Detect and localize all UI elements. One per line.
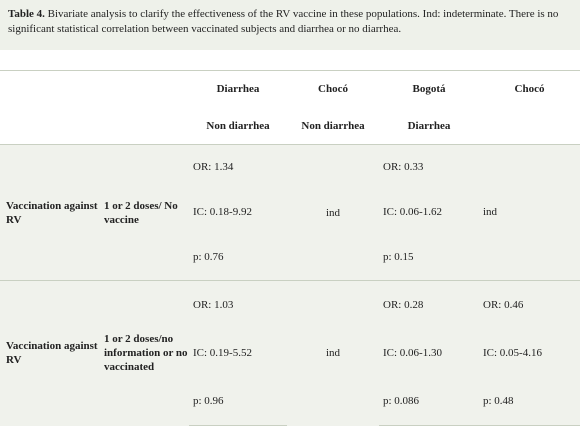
header-non-diarrhea: Non diarrhea — [189, 108, 287, 145]
header-diarrhea: Diarrhea — [189, 71, 287, 108]
row-label: Vaccination against RV — [0, 281, 100, 426]
cell-value: OR: 1.03 — [189, 281, 287, 329]
cell-value: p: 0.76 — [189, 235, 287, 281]
cell-value: IC: 0.18-9.92 — [189, 190, 287, 235]
caption-text: Bivariate analysis to clarify the effectiveness of the RV vaccine in these populations. Ind: indeterminate. There is no significant statistical correlation between vaccinated subjects and diarrhea or no diarrhea. — [8, 8, 559, 35]
cell-value: p: 0.086 — [379, 377, 479, 426]
row-sublabel: 1 or 2 doses/ No vaccine — [100, 145, 189, 281]
header-choco: Chocó — [287, 71, 379, 108]
results-table — [0, 70, 580, 426]
header-bogota: Bogotá — [379, 71, 479, 108]
table-caption — [0, 0, 580, 50]
header-diarrhea-2: Diarrhea — [379, 108, 479, 145]
header-choco-2: Chocó — [479, 71, 580, 108]
cell-value: ind — [287, 145, 379, 281]
cell-value: p: 0.15 — [379, 235, 479, 281]
cell-value: OR: 0.28 — [379, 281, 479, 329]
row-sublabel: 1 or 2 doses/no information or no vaccinated — [100, 281, 189, 426]
cell-value — [479, 235, 580, 281]
cell-value: IC: 0.05-4.16 — [479, 329, 580, 377]
header-non-diarrhea-2: Non diarrhea — [287, 108, 379, 145]
cell-value: OR: 0.33 — [379, 145, 479, 190]
cell-value: IC: 0.06-1.62 — [379, 190, 479, 235]
header-row-2 — [0, 108, 580, 145]
cell-value: p: 0.96 — [189, 377, 287, 426]
row-label: Vaccination against RV — [0, 145, 100, 281]
cell-value: p: 0.48 — [479, 377, 580, 426]
table-row — [0, 281, 580, 329]
cell-value: ind — [287, 281, 379, 426]
spacer — [0, 50, 580, 70]
caption-label: Table 4. — [8, 8, 45, 20]
cell-value: ind — [479, 190, 580, 235]
cell-value: IC: 0.19-5.52 — [189, 329, 287, 377]
cell-value: OR: 0.46 — [479, 281, 580, 329]
header-row-1 — [0, 71, 580, 108]
table-row — [0, 145, 580, 190]
cell-value: IC: 0.06-1.30 — [379, 329, 479, 377]
cell-value — [479, 145, 580, 190]
cell-value: OR: 1.34 — [189, 145, 287, 190]
